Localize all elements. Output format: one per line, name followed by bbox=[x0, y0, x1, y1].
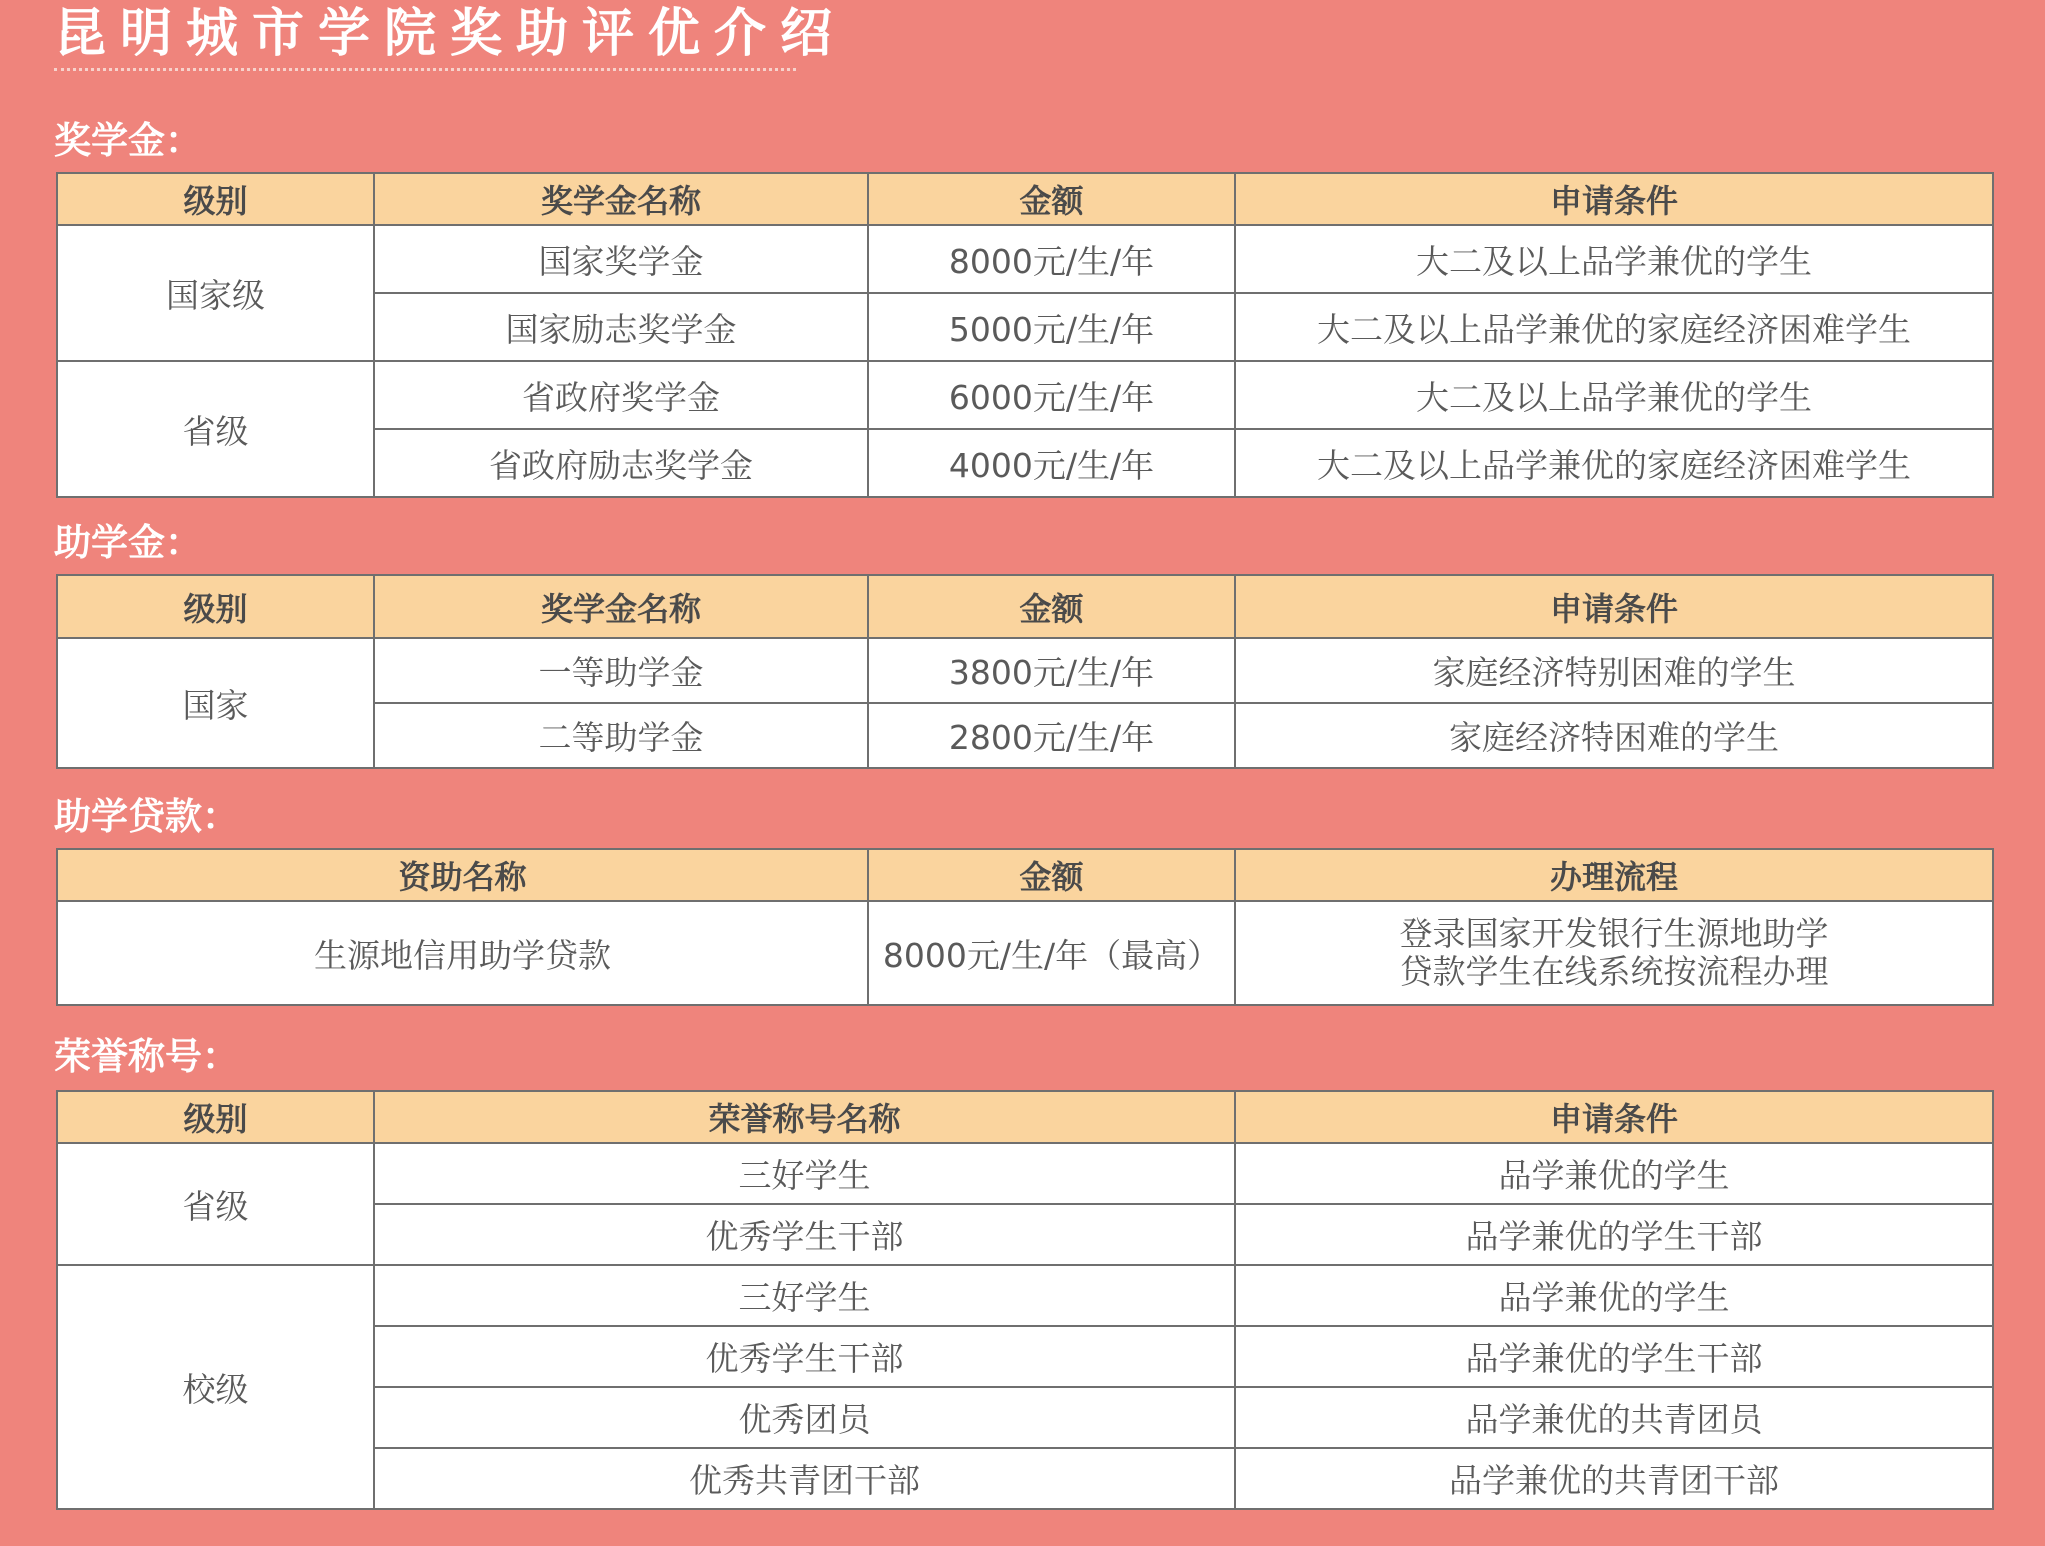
amount-cell: 6000元/生/年 bbox=[868, 361, 1235, 429]
table-row bbox=[57, 1143, 1993, 1204]
amount-cell: 3800元/生/年 bbox=[868, 638, 1235, 703]
level-cell: 校级 bbox=[57, 1265, 374, 1509]
grant-table bbox=[56, 574, 1994, 769]
condition-cell: 大二及以上品学兼优的学生 bbox=[1235, 225, 1993, 293]
loan-table bbox=[56, 848, 1994, 1006]
amount-cell: 8000元/生/年 bbox=[868, 225, 1235, 293]
condition-cell: 品学兼优的学生 bbox=[1235, 1265, 1993, 1326]
loan-section-label: 助学贷款： bbox=[54, 795, 239, 838]
table-row bbox=[57, 1265, 1993, 1326]
condition-cell: 品学兼优的学生 bbox=[1235, 1143, 1993, 1204]
name-cell: 生源地信用助学贷款 bbox=[57, 901, 868, 1005]
column-header-aid-name: 资助名称 bbox=[57, 849, 868, 901]
level-cell: 省级 bbox=[57, 361, 374, 497]
condition-cell: 家庭经济特别困难的学生 bbox=[1235, 638, 1993, 703]
name-cell: 优秀团员 bbox=[374, 1387, 1235, 1448]
amount-cell: 5000元/生/年 bbox=[868, 293, 1235, 361]
column-header-condition: 申请条件 bbox=[1235, 575, 1993, 638]
grant-section-label: 助学金： bbox=[54, 521, 202, 564]
amount-cell: 4000元/生/年 bbox=[868, 429, 1235, 497]
process-line: 贷款学生在线系统按流程办理 bbox=[1399, 952, 1829, 991]
table-row bbox=[57, 361, 1993, 429]
name-cell: 三好学生 bbox=[374, 1265, 1235, 1326]
honor-section-label: 荣誉称号： bbox=[54, 1035, 239, 1078]
column-header-name: 奖学金名称 bbox=[374, 575, 868, 638]
name-cell: 一等助学金 bbox=[374, 638, 868, 703]
table-row bbox=[57, 901, 1993, 1005]
condition-cell: 大二及以上品学兼优的学生 bbox=[1235, 361, 1993, 429]
name-cell: 优秀学生干部 bbox=[374, 1326, 1235, 1387]
column-header-amount: 金额 bbox=[868, 575, 1235, 638]
column-header-level: 级别 bbox=[57, 173, 374, 225]
condition-cell: 品学兼优的共青团员 bbox=[1235, 1387, 1993, 1448]
condition-cell: 大二及以上品学兼优的家庭经济困难学生 bbox=[1235, 293, 1993, 361]
table-header-row bbox=[57, 173, 1993, 225]
table-header-row bbox=[57, 575, 1993, 638]
name-cell: 国家奖学金 bbox=[374, 225, 868, 293]
column-header-amount: 金额 bbox=[868, 849, 1235, 901]
process-line: 登录国家开发银行生源地助学 bbox=[1399, 914, 1829, 953]
column-header-process: 办理流程 bbox=[1235, 849, 1993, 901]
name-cell: 三好学生 bbox=[374, 1143, 1235, 1204]
level-cell: 国家级 bbox=[57, 225, 374, 361]
condition-cell: 品学兼优的共青团干部 bbox=[1235, 1448, 1993, 1509]
amount-cell: 8000元/生/年（最高） bbox=[868, 901, 1235, 1005]
column-header-name: 奖学金名称 bbox=[374, 173, 868, 225]
column-header-level: 级别 bbox=[57, 1091, 374, 1143]
condition-cell: 大二及以上品学兼优的家庭经济困难学生 bbox=[1235, 429, 1993, 497]
condition-cell: 家庭经济特困难的学生 bbox=[1235, 703, 1993, 768]
scholarship-table bbox=[56, 172, 1994, 498]
condition-cell: 品学兼优的学生干部 bbox=[1235, 1326, 1993, 1387]
column-header-honor-name: 荣誉称号名称 bbox=[374, 1091, 1235, 1143]
title-dotted-rule bbox=[54, 68, 796, 71]
table-header-row bbox=[57, 1091, 1993, 1143]
process-cell bbox=[1235, 901, 1993, 1005]
honor-table bbox=[56, 1090, 1994, 1510]
table-header-row bbox=[57, 849, 1993, 901]
column-header-condition: 申请条件 bbox=[1235, 173, 1993, 225]
amount-cell: 2800元/生/年 bbox=[868, 703, 1235, 768]
scholarship-section-label: 奖学金： bbox=[54, 119, 202, 162]
column-header-condition: 申请条件 bbox=[1235, 1091, 1993, 1143]
name-cell: 省政府励志奖学金 bbox=[374, 429, 868, 497]
condition-cell: 品学兼优的学生干部 bbox=[1235, 1204, 1993, 1265]
page-title: 昆明城市学院奖助评优介绍 bbox=[54, 4, 847, 64]
name-cell: 省政府奖学金 bbox=[374, 361, 868, 429]
column-header-level: 级别 bbox=[57, 575, 374, 638]
name-cell: 国家励志奖学金 bbox=[374, 293, 868, 361]
table-row bbox=[57, 225, 1993, 293]
name-cell: 优秀共青团干部 bbox=[374, 1448, 1235, 1509]
level-cell: 国家 bbox=[57, 638, 374, 768]
name-cell: 二等助学金 bbox=[374, 703, 868, 768]
name-cell: 优秀学生干部 bbox=[374, 1204, 1235, 1265]
level-cell: 省级 bbox=[57, 1143, 374, 1265]
table-row bbox=[57, 638, 1993, 703]
column-header-amount: 金额 bbox=[868, 173, 1235, 225]
